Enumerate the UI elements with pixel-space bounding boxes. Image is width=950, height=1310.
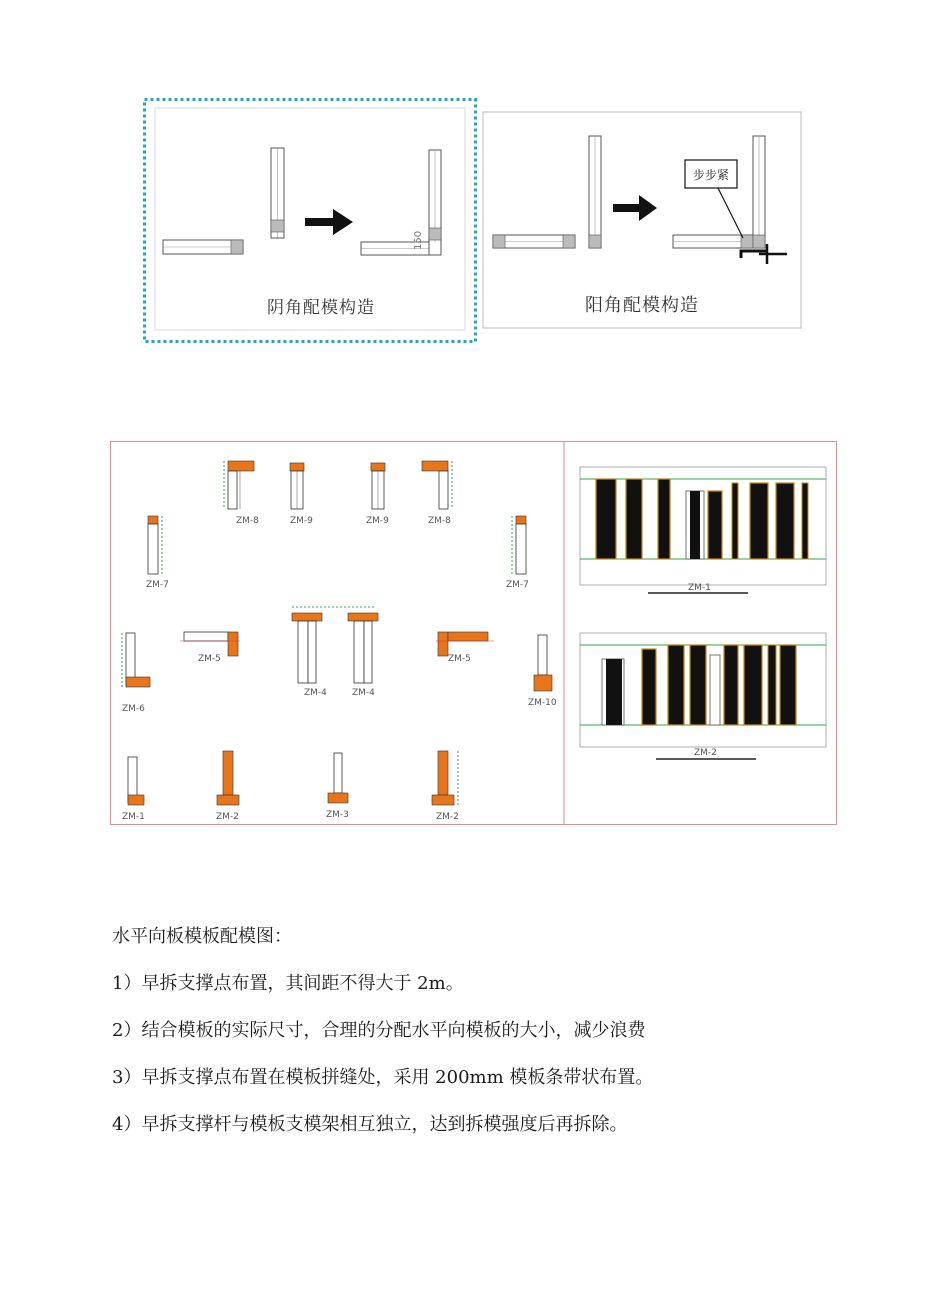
plan-label: ZM-5 bbox=[448, 654, 471, 664]
section-heading: 水平向板模板配模图： bbox=[112, 926, 292, 947]
plan-label: ZM-2 bbox=[436, 812, 459, 822]
outer-corner-after bbox=[673, 136, 787, 264]
plan-label: ZM-3 bbox=[326, 810, 349, 820]
callout-label: 步步紧 bbox=[692, 168, 730, 182]
inner-corner-caption: 阴角配模构造 bbox=[267, 298, 375, 318]
plan-label: ZM-9 bbox=[366, 516, 389, 526]
elevation-label: ZM-1 bbox=[688, 583, 711, 593]
plan-label: ZM-1 bbox=[122, 812, 145, 822]
list-item: 2）结合模板的实际尺寸，合理的分配水平向模板的大小，减少浪费 bbox=[112, 1020, 646, 1041]
list-item: 4）早拆支撑杆与模板支模架相互独立，达到拆模强度后再拆除。 bbox=[112, 1114, 628, 1135]
plan-label: ZM-5 bbox=[198, 654, 221, 664]
plan-label: ZM-8 bbox=[428, 516, 451, 526]
corner-formwork-drawing bbox=[143, 98, 805, 344]
plan-label: ZM-7 bbox=[506, 580, 529, 590]
formwork-layout-drawing bbox=[110, 441, 837, 825]
plan-label: ZM-2 bbox=[216, 812, 239, 822]
component-zm-9-a bbox=[290, 463, 304, 509]
plan-label: ZM-6 bbox=[122, 704, 145, 714]
elevation-zm-1 bbox=[580, 467, 826, 593]
plan-label: ZM-4 bbox=[304, 688, 327, 698]
elevation-zm-2 bbox=[580, 633, 826, 759]
component-zm-9-b bbox=[371, 463, 385, 509]
dimension-label: 150 bbox=[413, 230, 424, 250]
inner-corner-after bbox=[361, 150, 441, 255]
arrow-right-icon-2 bbox=[613, 195, 657, 221]
formwork-layout-figure bbox=[110, 441, 837, 825]
outer-corner-before bbox=[493, 136, 601, 248]
outer-corner-caption: 阳角配模构造 bbox=[585, 295, 699, 316]
description-text bbox=[112, 925, 872, 1160]
plan-label: ZM-10 bbox=[528, 698, 557, 708]
list-item: 1）早拆支撑点布置，其间距不得大于 2m。 bbox=[112, 973, 464, 994]
plan-label: ZM-8 bbox=[236, 516, 259, 526]
plan-label: ZM-9 bbox=[290, 516, 313, 526]
plan-label: ZM-4 bbox=[352, 688, 375, 698]
elevation-label: ZM-2 bbox=[694, 748, 717, 758]
list-item: 3）早拆支撑点布置在模板拼缝处，采用 200mm 模板条带状布置。 bbox=[112, 1067, 654, 1088]
inner-corner-before bbox=[163, 148, 284, 254]
plan-label: ZM-7 bbox=[146, 580, 169, 590]
corner-formwork-figure bbox=[143, 98, 805, 344]
arrow-right-icon bbox=[305, 209, 353, 235]
